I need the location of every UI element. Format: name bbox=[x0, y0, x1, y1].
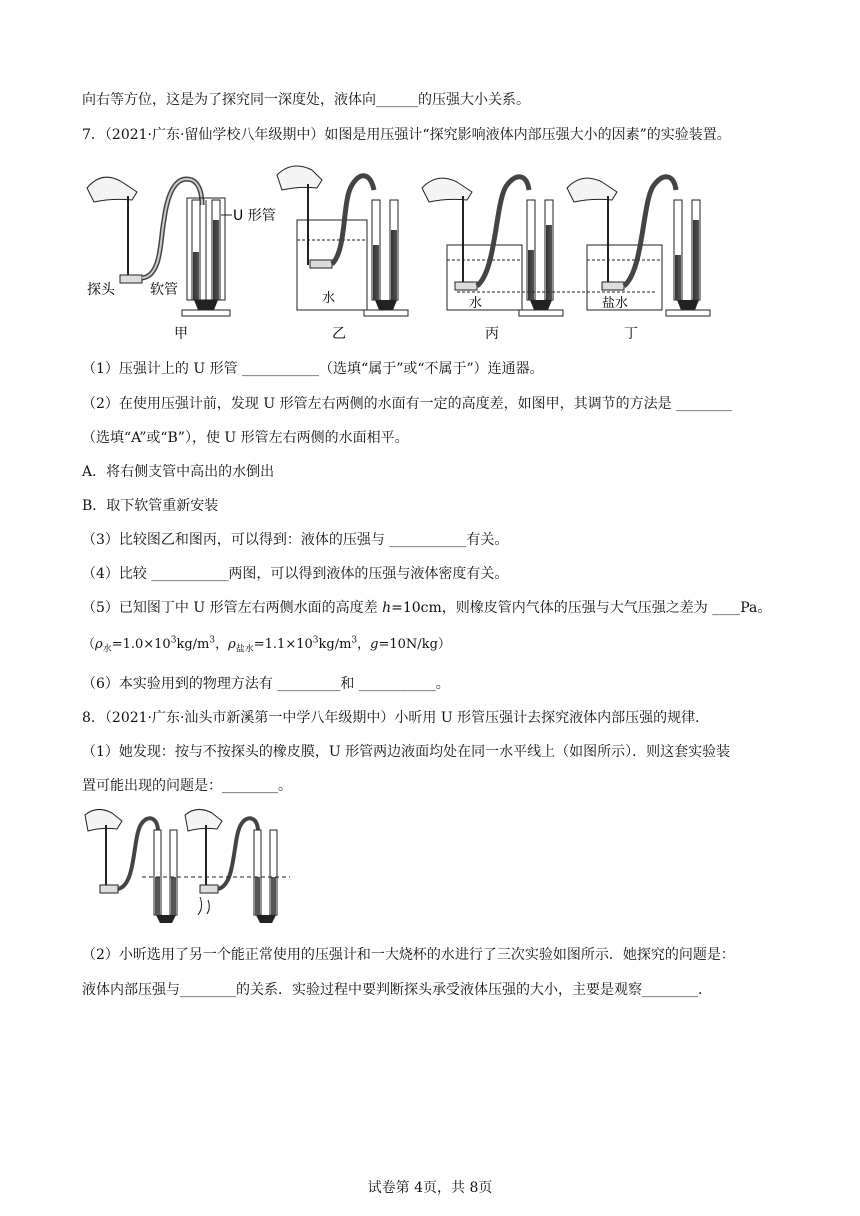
figure-7-pressure-gauge-experiment bbox=[82, 160, 722, 340]
question-7-title: 7．（2021·广东·留仙学校八年级期中）如图是用压强计“探究影响液体内部压强大小的因素”的实验装置。 bbox=[82, 127, 731, 143]
setup-jia bbox=[87, 177, 276, 340]
label-water-yi: 水 bbox=[322, 291, 336, 306]
question-7-part-2b: （选填“A”或“B”），使 U 形管左右两侧的水面相平。 bbox=[82, 430, 409, 446]
text-line-intro: 向右等方位，这是为了探究同一深度处，液体向______的压强大小关系。 bbox=[82, 92, 530, 108]
question-8-title: 8．（2021·广东·汕头市新溪第一中学八年级期中）小昕用 U 形管压强计去探究液体内部压强的规律． bbox=[82, 710, 710, 726]
label-probe: 探头 bbox=[87, 282, 115, 298]
setup-yi bbox=[277, 166, 408, 340]
setup-bing bbox=[422, 177, 657, 340]
label-salt-water: 盐水 bbox=[602, 296, 629, 311]
question-8-part-1b: 置可能出现的问题是：________。 bbox=[82, 778, 292, 794]
option-b: B．取下软管重新安装 bbox=[82, 498, 219, 514]
question-8-part-2a: （2）小昕选用了另一个能正常使用的压强计和一大烧杯的水进行了三次实验如图所示．她探究的问题是： bbox=[82, 947, 735, 963]
question-7-part-6: （6）本实验用到的物理方法有 _________和 ___________。 bbox=[82, 676, 450, 692]
figure-8-u-tube-gauge bbox=[82, 805, 292, 925]
question-7-part-3: （3）比较图乙和图丙，可以得到：液体的压强与 ___________有关。 bbox=[82, 532, 509, 548]
formula-constants: （$\rho_水=1.0\times 10^3kg/m^3$，$\rho_{盐水}=1.1\times 10^3kg/m^3$，g=10N/kg） bbox=[82, 635, 451, 655]
caption-yi: 乙 bbox=[332, 326, 346, 340]
label-hose: 软管 bbox=[150, 282, 178, 298]
question-7-part-1: （1）压强计上的 U 形管 ___________（选填“属于”或“不属于”）连通器。 bbox=[82, 361, 544, 377]
caption-bing: 丙 bbox=[485, 326, 499, 340]
question-7-part-4: （4）比较 ___________两图，可以得到液体的压强与液体密度有关。 bbox=[82, 566, 509, 582]
question-7-part-5: （5）已知图丁中 U 形管左右两侧水面的高度差 h=10cm，则橡皮管内气体的压强与大气压强之差为 ____Pa。 bbox=[82, 600, 772, 616]
page-footer: 试卷第 4页，共 8页 bbox=[367, 1180, 493, 1196]
gauge-left bbox=[85, 809, 177, 923]
option-a: A．将右侧支管中高出的水倒出 bbox=[82, 464, 275, 480]
question-8-part-2b: 液体内部压强与________的关系．实验过程中要判断探头承受液体压强的大小，主要是观察________． bbox=[82, 982, 712, 998]
question-7-part-2a: （2）在使用压强计前，发现 U 形管左右两侧的水面有一定的高度差，如图甲，其调节的方法是 ________ bbox=[82, 396, 733, 412]
caption-jia: 甲 bbox=[174, 326, 188, 340]
gauge-right bbox=[185, 809, 277, 923]
setup-ding bbox=[567, 177, 710, 340]
label-u-tube: U 形管 bbox=[233, 208, 276, 224]
caption-ding: 丁 bbox=[624, 326, 638, 340]
label-water-bing: 水 bbox=[469, 296, 483, 311]
question-8-part-1a: （1）她发现：按与不按探头的橡皮膜，U 形管两边液面均处在同一水平线上（如图所示）．则这套实验装 bbox=[82, 744, 731, 760]
